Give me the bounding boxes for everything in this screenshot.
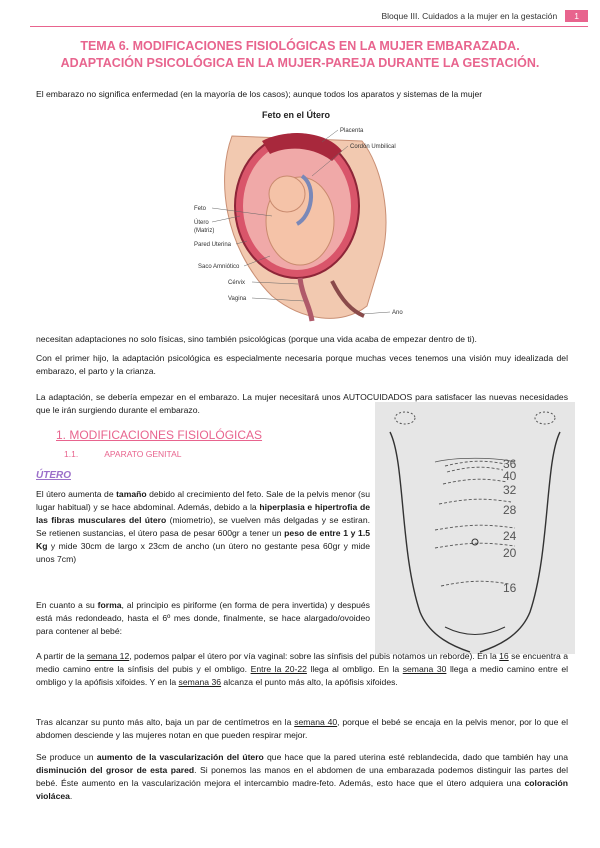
page-title xyxy=(0,38,600,72)
label-matriz: (Matriz) xyxy=(194,228,215,234)
subsection-number: 1.1. xyxy=(64,449,79,459)
label-placenta: Placenta xyxy=(340,128,364,134)
page-number: 1 xyxy=(565,10,588,22)
label-cervix: Cérvix xyxy=(228,280,246,286)
label-vagina: Vagina xyxy=(228,296,247,302)
header-divider xyxy=(30,26,588,27)
week-32: 32 xyxy=(503,483,517,497)
week-24: 24 xyxy=(503,529,517,543)
utero-paragraph-2: En cuanto a su forma, al principio es piriforme (en forma de pera invertida) y después está más redondeado, hasta el 6º mes donde, finalmente, se hace alargado/ovoideo para contener al bebé: xyxy=(36,600,370,636)
subsection-heading xyxy=(64,449,182,459)
intro-paragraph-1b: necesitan adaptaciones no solo físicas, sino también psicológicas (porque una vida acaba de empezar dentro de ti). xyxy=(36,334,477,344)
title-line-1: TEMA 6. MODIFICACIONES FISIOLÓGICAS EN LA MUJER EMBARAZADA. xyxy=(80,39,520,53)
label-ano: Ano xyxy=(392,310,403,316)
label-pared: Pared Uterina xyxy=(194,242,232,248)
week-28: 28 xyxy=(503,503,517,517)
figure1-title: Feto en el Útero xyxy=(262,110,331,120)
week-40: 40 xyxy=(503,469,517,483)
week-20: 20 xyxy=(503,546,517,560)
label-saco: Saco Amniótico xyxy=(198,264,240,270)
intro-paragraph-1a: El embarazo no significa enfermedad (en la mayoría de los casos); aunque todos los aparatos y sistemas de la mujer xyxy=(36,89,483,99)
intro-paragraph-3: La adaptación, se debería empezar en el embarazo. La mujer necesitará unos AUTOCUIDADOS para satisfacer las nuevas necesidades que le irán surgiendo durante el embarazo. xyxy=(36,392,568,415)
fetus-in-uterus-illustration xyxy=(192,106,420,332)
utero-paragraph-4: Tras alcanzar su punto más alto, baja un par de centímetros en la semana 40, porque el bebé se encaja en la pelvis menor, por lo que el abdomen desciende y las mujeres notan en que pueden respirar mejor. xyxy=(36,717,568,740)
fundal-height-diagram xyxy=(375,402,575,654)
intro-paragraph-2: Con el primer hijo, la adaptación psicológica es especialmente necesaria porque muchas veces tenemos una visión muy idealizada del embarazo, el parto y la crianza. xyxy=(36,353,568,376)
week-36: 36 xyxy=(503,457,517,471)
label-utero: Útero xyxy=(194,220,209,226)
week-16: 16 xyxy=(503,581,517,595)
topic-heading-utero: ÚTERO xyxy=(36,470,71,481)
title-line-2: ADAPTACIÓN PSICOLÓGICA EN LA MUJER-PAREJA DURANTE LA GESTACIÓN. xyxy=(60,56,540,70)
subsection-title: APARATO GENITAL xyxy=(104,449,182,459)
running-title: Bloque III. Cuidados a la mujer en la gestación xyxy=(381,11,558,21)
running-header xyxy=(381,10,588,22)
label-cordon: Cordón Umbilical xyxy=(350,144,396,150)
section-heading: 1. MODIFICACIONES FISIOLÓGICAS xyxy=(56,428,263,442)
utero-paragraph-3: A partir de la semana 12, podemos palpar el útero por vía vaginal: sobre las sínfisis del pubis notamos un reborde). En la 16 se encuentra a medio camino entre la sínfisis del pubis y el ombligo. Entre la 20-22 llega al ombligo. En la semana 30 llega a medio camino entre el ombligo y la apófisis xifoides. Y en la semana 36 alcanza el punto más alto, la apófisis xifoides. xyxy=(36,651,569,687)
utero-paragraph-1: El útero aumenta de tamaño debido al crecimiento del feto. Sale de la pelvis menor (su lugar habitual) y se hace abdominal. Además, debido a la hiperplasia e hipertrofia de las fibras musculares del útero (miometrio), se vuelven más delgadas y se estiran. Se retienen sustancias, el útero pasa de pesar 600gr a tener un peso de entre 1 y 1.5 Kg y mide 30cm de largo x 23cm de ancho (un útero no gestante pesa 60gr y mide unos 7cm) xyxy=(36,489,370,564)
utero-paragraph-5: Se produce un aumento de la vascularización del útero que hace que la pared uterina esté reblandecida, dado que también hay una disminución del grosor de esta pared. Si ponemos las manos en el abdomen de una embarazada podemos distinguir las partes del bebé. Éste aumento en la vascularización mejora el intercambio madre-feto. Además, esto hace que el útero adquiera una coloración violácea. xyxy=(36,752,568,801)
label-feto: Feto xyxy=(194,206,207,212)
